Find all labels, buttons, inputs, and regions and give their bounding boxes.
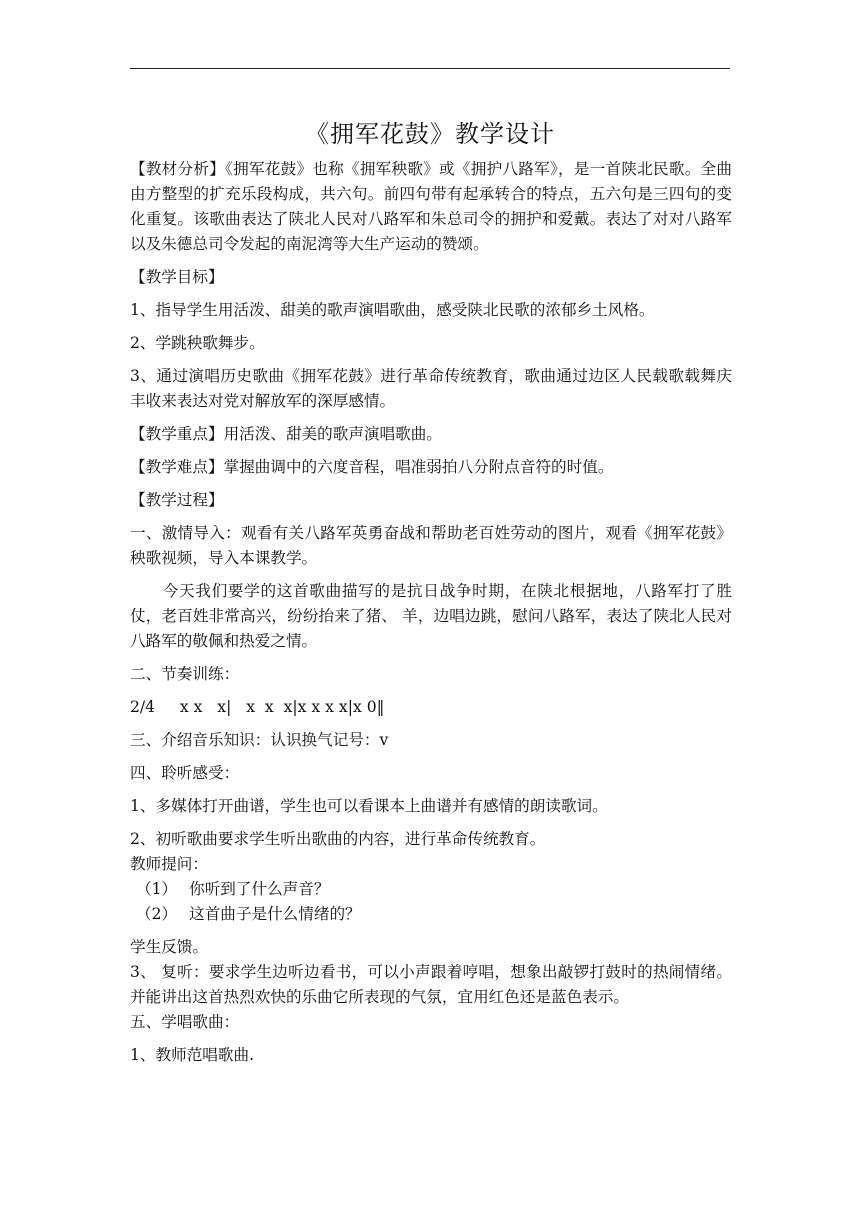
question-2-text: 这首曲子是什么情绪的？ [189,905,361,923]
analysis-paragraph [130,157,732,257]
goal-item-2: 2、学跳秧歌舞步。 [130,334,265,352]
section-1-intro: 一、激情导入：观看有关八路军英勇奋战和帮助老百姓劳动的图片，观看《拥军花鼓》秧歌视频，导入本课教学。 [130,524,732,567]
section-5-heading: 五、学唱歌曲： [130,1013,240,1031]
page-title: 《拥军花鼓》教学设计 [305,120,555,148]
key-point-text: 用活泼、甜美的歌声演唱歌曲。 [223,425,442,443]
difficulty-text: 掌握曲调中的六度音程，唱准弱拍八分附点音符的时值。 [223,458,614,476]
document-body [130,157,732,1076]
rhythm-notation: 2/4 x x x| x x x|x x x x|x 0‖ [130,698,385,716]
process-heading: 【教学过程】 [130,491,224,509]
key-point-label: 【教学重点】 [130,425,224,443]
analysis-label: 【教材分析】 [130,160,226,178]
goal-item-1: 1、指导学生用活泼、甜美的歌声演唱歌曲，感受陕北民歌的浓郁乡土风格。 [130,301,655,319]
analysis-text: 《拥军花鼓》也称《拥军秧歌》或《拥护八路军》，是一首陕北民歌。全曲由方整型的扩充乐段构成，共六句。前四句带有起承转合的特点，五六句是三四句的变化重复。该歌曲表达了陕北人民对八路军和朱总司令的拥护和爱戴。表达了对对八路军以及朱德总司令发起的南泥湾等大生产运动的赞颂。 [130,160,732,253]
difficulty-paragraph [130,455,732,480]
goals-heading: 【教学目标】 [130,268,224,286]
listen-item-1: 1、多媒体打开曲谱，学生也可以看课本上曲谱并有感情的朗读歌词。 [130,797,608,815]
teacher-question-label: 教师提问： [130,855,208,873]
key-point-paragraph [130,422,732,447]
section-1-story: 今天我们要学的这首歌曲描写的是抗日战争时期，在陕北根据地，八路军打了胜仗，老百姓非常高兴，纷纷抬来了猪、 羊，边唱边跳，慰问八路军，表达了陕北人民对八路军的敬佩和热爱之情。 [130,582,732,650]
goal-item-3: 3、通过演唱历史歌曲《拥军花鼓》进行革命传统教育，歌曲通过边区人民载歌载舞庆丰收来表达对党对解放军的深厚感情。 [130,367,732,410]
question-2 [130,902,732,927]
listen-item-3: 3、 复听：要求学生边听边看书，可以小声跟着哼唱，想象出敲锣打鼓时的热闹情绪。并能讲出这首热烈欢快的乐曲它所表现的气氛，宜用红色还是蓝色表示。 [130,963,732,1006]
header-rule [130,68,730,69]
question-1-number: （1） [136,880,178,898]
difficulty-label: 【教学难点】 [130,458,224,476]
listen-item-2: 2、初听歌曲要求学生听出歌曲的内容，进行革命传统教育。 [130,830,546,848]
section-3-heading: 三、介绍音乐知识：认识换气记号：v [130,731,389,749]
question-1 [130,877,732,902]
question-1-text: 你听到了什么声音？ [189,880,330,898]
section-2-heading: 二、节奏训练： [130,665,240,683]
question-2-number: （2） [136,905,178,923]
student-feedback: 学生反馈。 [130,938,208,956]
section-4-heading: 四、聆听感受： [130,764,240,782]
sing-item-1: 1、教师范唱歌曲. [130,1046,255,1064]
